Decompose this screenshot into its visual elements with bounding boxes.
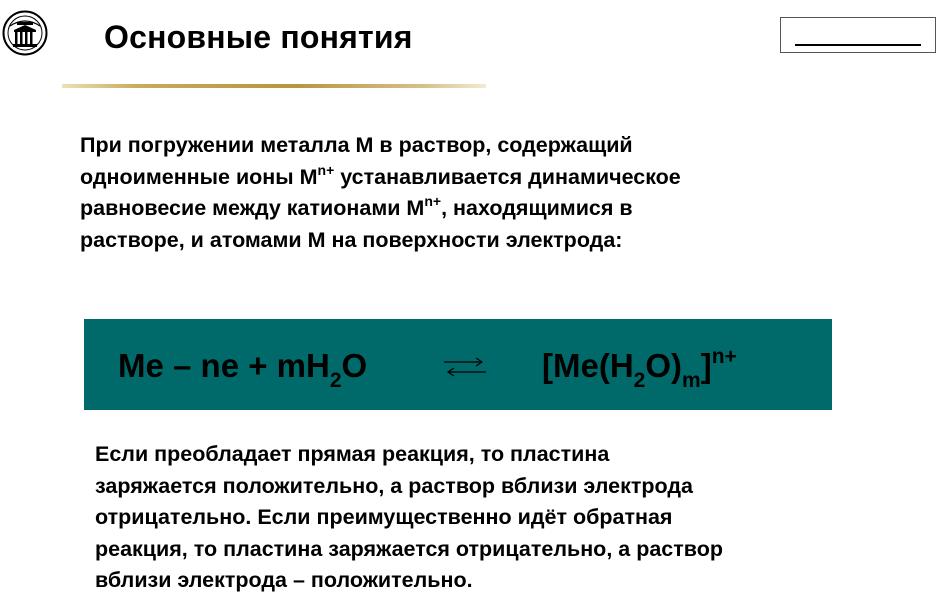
conclusion-line-2: заряжается положительно, а раствор вблизи электрода xyxy=(95,473,693,498)
intro-line-4: растворе, и атомами М на поверхности электрода: xyxy=(80,227,623,252)
university-crest-icon xyxy=(2,10,48,56)
conclusion-line-1: Если преобладает прямая реакция, то пластина xyxy=(95,442,610,466)
intro-paragraph xyxy=(80,130,681,256)
conclusion-line-4: реакция, то пластина заряжается отрицательно, а раствор xyxy=(95,536,723,561)
equation-box xyxy=(84,319,832,410)
conclusion-paragraph xyxy=(95,439,723,597)
nav-link-line xyxy=(795,44,921,46)
equation-left-side: Me – ne + $mH_2O$ xyxy=(118,347,368,392)
intro-line-2: одноименные ионы $М^{n+}$ устанавливается динамическое xyxy=(80,161,681,189)
title-underline xyxy=(62,84,486,88)
slide-title: Основные понятия xyxy=(104,19,413,55)
equation-right-side: $[Me(H_2O)_m]^{n+}$ xyxy=(542,345,737,392)
intro-line-1: При погружении металла М в раствор, содержащий xyxy=(80,133,633,157)
conclusion-line-3: отрицательно. Если преимущественно идёт обратная xyxy=(95,505,673,529)
nav-box-icon[interactable] xyxy=(780,17,936,53)
intro-line-3: равновесие между катионами $М^{n+}$, находящимися в xyxy=(80,193,633,220)
equilibrium-arrows-icon xyxy=(442,356,488,378)
conclusion-line-5: вблизи электрода – положительно. xyxy=(95,568,473,592)
